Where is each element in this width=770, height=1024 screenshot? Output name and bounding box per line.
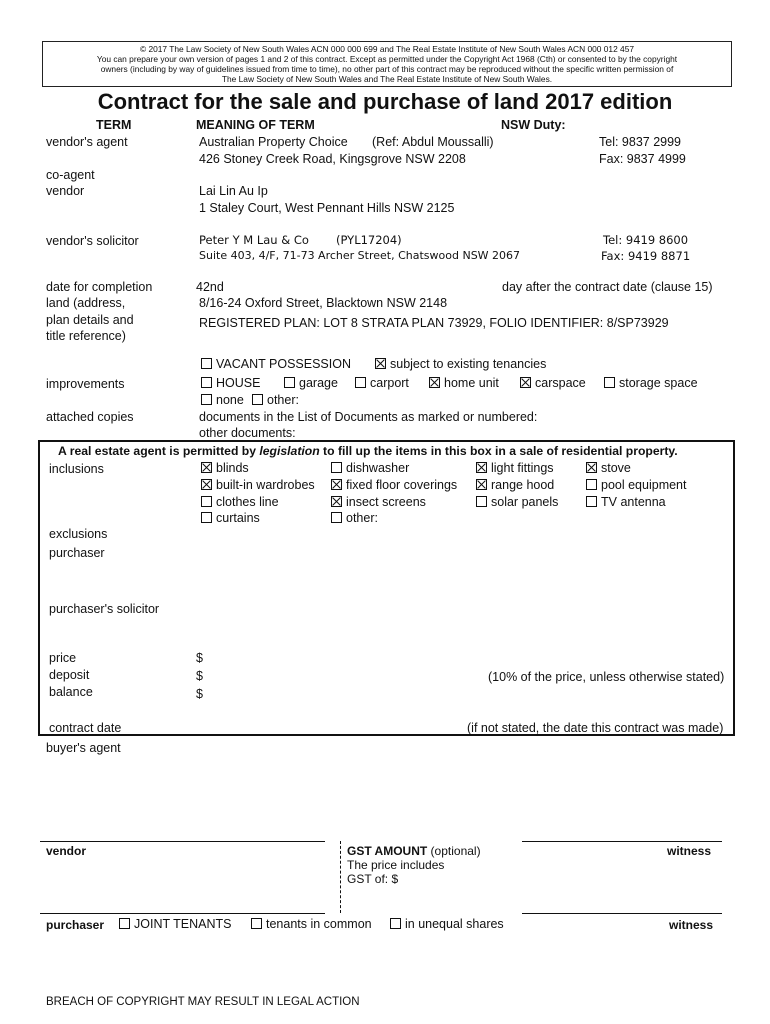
improvements-other-option[interactable] <box>252 393 299 407</box>
floor-coverings-text: fixed floor coverings <box>346 478 458 492</box>
light-fittings-option[interactable] <box>476 461 554 475</box>
deposit-label: deposit <box>49 668 90 682</box>
tenancies-option[interactable] <box>375 357 546 371</box>
vendor-witness-label: witness <box>667 844 712 858</box>
carspace-option[interactable] <box>520 376 586 390</box>
gst-line-3: GST of: $ <box>347 872 399 886</box>
floor-coverings-checkbox[interactable] <box>331 479 342 490</box>
stove-text: stove <box>601 461 631 475</box>
gst-line-2: The price includes <box>347 858 445 872</box>
home-unit-text: home unit <box>444 376 499 390</box>
vacant-possession-option[interactable] <box>201 357 351 371</box>
land-label-1: land (address, <box>46 296 126 310</box>
carspace-text: carspace <box>535 376 586 390</box>
copyright-line-2: You can prepare your own version of pages 1 and 2 of this contract. Except as permitted under the Copyright Act 1968 (Cth) or consented to by the copyright <box>96 54 678 64</box>
vendors-solicitor-ref: (PYL17204) <box>336 233 402 247</box>
purchaser-witness-line <box>522 913 722 914</box>
vendor-label: vendor <box>46 184 85 198</box>
range-hood-option[interactable] <box>476 478 554 492</box>
land-label-2: plan details and <box>46 313 134 327</box>
header-meaning: MEANING OF TERM <box>196 118 315 132</box>
unequal-shares-text: in unequal shares <box>405 917 504 931</box>
copyright-line-4: The Law Society of New South Wales and The Real Estate Institute of New South Wales. <box>221 74 553 84</box>
footer-copyright-warning: BREACH OF COPYRIGHT MAY RESULT IN LEGAL ACTION <box>46 996 360 1008</box>
tenants-in-common-text: tenants in common <box>266 917 372 931</box>
improvements-other-checkbox[interactable] <box>252 394 263 405</box>
insect-screens-text: insect screens <box>346 495 426 509</box>
clothes-line-text: clothes line <box>216 495 279 509</box>
vendor-name: Lai Lin Au Ip <box>199 184 268 198</box>
vendors-solicitor-tel: Tel: 9419 8600 <box>603 233 689 247</box>
dishwasher-checkbox[interactable] <box>331 462 342 473</box>
insect-screens-checkbox[interactable] <box>331 496 342 507</box>
blinds-checkbox[interactable] <box>201 462 212 473</box>
curtains-option[interactable] <box>201 511 260 525</box>
curtains-text: curtains <box>216 511 260 525</box>
copyright-line-1: © 2017 The Law Society of New South Wales ACN 000 000 699 and The Real Estate Institute of New South Wales ACN 000 012 457 <box>139 44 635 54</box>
vacant-possession-checkbox[interactable] <box>201 358 212 369</box>
vendors-solicitor-address: Suite 403, 4/F, 71-73 Archer Street, Chatswood NSW 2067 <box>199 249 521 262</box>
deposit-dollar: $ <box>196 669 203 683</box>
contract-date-note: (if not stated, the date this contract was made) <box>467 721 724 735</box>
solar-panels-option[interactable] <box>476 495 558 509</box>
stove-checkbox[interactable] <box>586 462 597 473</box>
copyright-line-3: owners (including by way of guidelines issued from time to time), no other part of this contract may be reproduced without the specific written permission of <box>100 64 674 74</box>
carport-checkbox[interactable] <box>355 377 366 388</box>
price-label: price <box>49 651 77 665</box>
attached-documents-text: documents in the List of Documents as marked or numbered: <box>199 410 538 424</box>
light-fittings-text: light fittings <box>491 461 554 475</box>
vendors-agent-label: vendor's agent <box>46 135 128 149</box>
inclusions-other-option[interactable] <box>331 511 378 525</box>
tv-antenna-option[interactable] <box>586 495 666 509</box>
vendor-signature-line <box>40 841 325 842</box>
tenancies-checkbox[interactable] <box>375 358 386 369</box>
wardrobes-checkbox[interactable] <box>201 479 212 490</box>
storage-checkbox[interactable] <box>604 377 615 388</box>
purchasers-solicitor-label: purchaser's solicitor <box>49 602 160 616</box>
completion-note: day after the contract date (clause 15) <box>502 280 713 294</box>
blinds-option[interactable] <box>201 461 249 475</box>
attached-copies-label: attached copies <box>46 410 134 424</box>
none-text: none <box>216 393 244 407</box>
joint-tenants-option[interactable] <box>119 917 231 931</box>
purchaser-signature-line <box>40 913 325 914</box>
inclusions-other-text: other: <box>346 511 378 525</box>
vendors-solicitor-name: Peter Y M Lau & Co <box>199 233 309 247</box>
header-term: TERM <box>96 118 132 132</box>
price-dollar: $ <box>196 651 203 665</box>
tv-antenna-checkbox[interactable] <box>586 496 597 507</box>
garage-checkbox[interactable] <box>284 377 295 388</box>
insect-screens-option[interactable] <box>331 495 426 509</box>
improvements-label: improvements <box>46 377 125 391</box>
pool-equipment-checkbox[interactable] <box>586 479 597 490</box>
vendors-solicitor-fax: Fax: 9419 8871 <box>601 249 691 263</box>
tenancies-text: subject to existing tenancies <box>390 357 547 371</box>
contract-date-label: contract date <box>49 721 122 735</box>
gst-box-divider <box>340 841 341 913</box>
carport-text: carport <box>370 376 409 390</box>
tv-antenna-text: TV antenna <box>601 495 666 509</box>
house-option[interactable] <box>201 376 260 390</box>
land-address: 8/16-24 Oxford Street, Blacktown NSW 2148 <box>199 296 448 310</box>
carport-option[interactable] <box>355 376 409 390</box>
blinds-text: blinds <box>216 461 249 475</box>
land-label-3: title reference) <box>46 329 126 343</box>
inclusions-other-checkbox[interactable] <box>331 512 342 523</box>
none-option[interactable] <box>201 393 244 407</box>
exclusions-label: exclusions <box>49 527 108 541</box>
vendors-agent-address: 426 Stoney Creek Road, Kingsgrove NSW 2208 <box>199 152 466 166</box>
purchaser-witness-label: witness <box>669 918 714 932</box>
vendors-agent-name: Australian Property Choice <box>199 135 348 149</box>
other-documents-text: other documents: <box>199 426 296 440</box>
agent-box-notice: A real estate agent is permitted by legislation to fill up the items in this box in a sale of residential property. <box>58 444 678 458</box>
completion-value: 42nd <box>196 280 224 294</box>
buyers-agent-label: buyer's agent <box>46 741 121 755</box>
tenants-in-common-option[interactable] <box>251 917 372 931</box>
garage-option[interactable] <box>284 376 338 390</box>
land-plan: REGISTERED PLAN: LOT 8 STRATA PLAN 73929, FOLIO IDENTIFIER: 8/SP73929 <box>199 316 669 330</box>
solar-panels-text: solar panels <box>491 495 559 509</box>
vendor-witness-line <box>522 841 722 842</box>
deposit-note: (10% of the price, unless otherwise stated) <box>488 670 725 684</box>
purchaser-label: purchaser <box>49 546 105 560</box>
dishwasher-text: dishwasher <box>346 461 410 475</box>
page-title: Contract for the sale and purchase of land 2017 edition <box>97 89 673 114</box>
completion-label: date for completion <box>46 280 153 294</box>
joint-tenants-text: JOINT TENANTS <box>134 917 232 931</box>
range-hood-text: range hood <box>491 478 555 492</box>
wardrobes-text: built-in wardrobes <box>216 478 315 492</box>
storage-text: storage space <box>619 376 698 390</box>
gst-amount-heading: GST AMOUNT (optional) <box>347 844 481 858</box>
home-unit-option[interactable] <box>429 376 499 390</box>
dishwasher-option[interactable] <box>331 461 409 475</box>
home-unit-checkbox[interactable] <box>429 377 440 388</box>
vendors-agent-tel: Tel: 9837 2999 <box>599 135 682 149</box>
unequal-shares-checkbox[interactable] <box>390 918 401 929</box>
improvements-other-text: other: <box>267 393 299 407</box>
vendors-agent-ref: (Ref: Abdul Moussalli) <box>372 135 494 149</box>
range-hood-checkbox[interactable] <box>476 479 487 490</box>
purchaser-signature-label: purchaser <box>46 918 105 932</box>
copyright-notice <box>42 41 732 87</box>
garage-text: garage <box>299 376 338 390</box>
joint-tenants-checkbox[interactable] <box>119 918 130 929</box>
stove-option[interactable] <box>586 461 631 475</box>
floor-coverings-option[interactable] <box>331 478 457 492</box>
vacant-possession-text: VACANT POSSESSION <box>216 357 351 371</box>
inclusions-label: inclusions <box>49 462 104 476</box>
vendor-address: 1 Staley Court, West Pennant Hills NSW 2125 <box>199 201 455 215</box>
carspace-checkbox[interactable] <box>520 377 531 388</box>
balance-dollar: $ <box>196 687 203 701</box>
house-text: HOUSE <box>216 376 261 390</box>
curtains-checkbox[interactable] <box>201 512 212 523</box>
balance-label: balance <box>49 685 93 699</box>
vendors-agent-fax: Fax: 9837 4999 <box>599 152 686 166</box>
tenants-in-common-checkbox[interactable] <box>251 918 262 929</box>
co-agent-label: co-agent <box>46 168 95 182</box>
vendor-signature-label: vendor <box>46 844 87 858</box>
clothes-line-option[interactable] <box>201 495 279 509</box>
wardrobes-option[interactable] <box>201 478 315 492</box>
none-checkbox[interactable] <box>201 394 212 405</box>
solar-panels-checkbox[interactable] <box>476 496 487 507</box>
house-checkbox[interactable] <box>201 377 212 388</box>
light-fittings-checkbox[interactable] <box>476 462 487 473</box>
unequal-shares-option[interactable] <box>390 917 504 931</box>
pool-equipment-text: pool equipment <box>601 478 687 492</box>
vendors-solicitor-label: vendor's solicitor <box>46 234 139 248</box>
storage-option[interactable] <box>604 376 698 390</box>
header-nsw-duty: NSW Duty: <box>501 118 566 132</box>
clothes-line-checkbox[interactable] <box>201 496 212 507</box>
pool-equipment-option[interactable] <box>586 478 686 492</box>
